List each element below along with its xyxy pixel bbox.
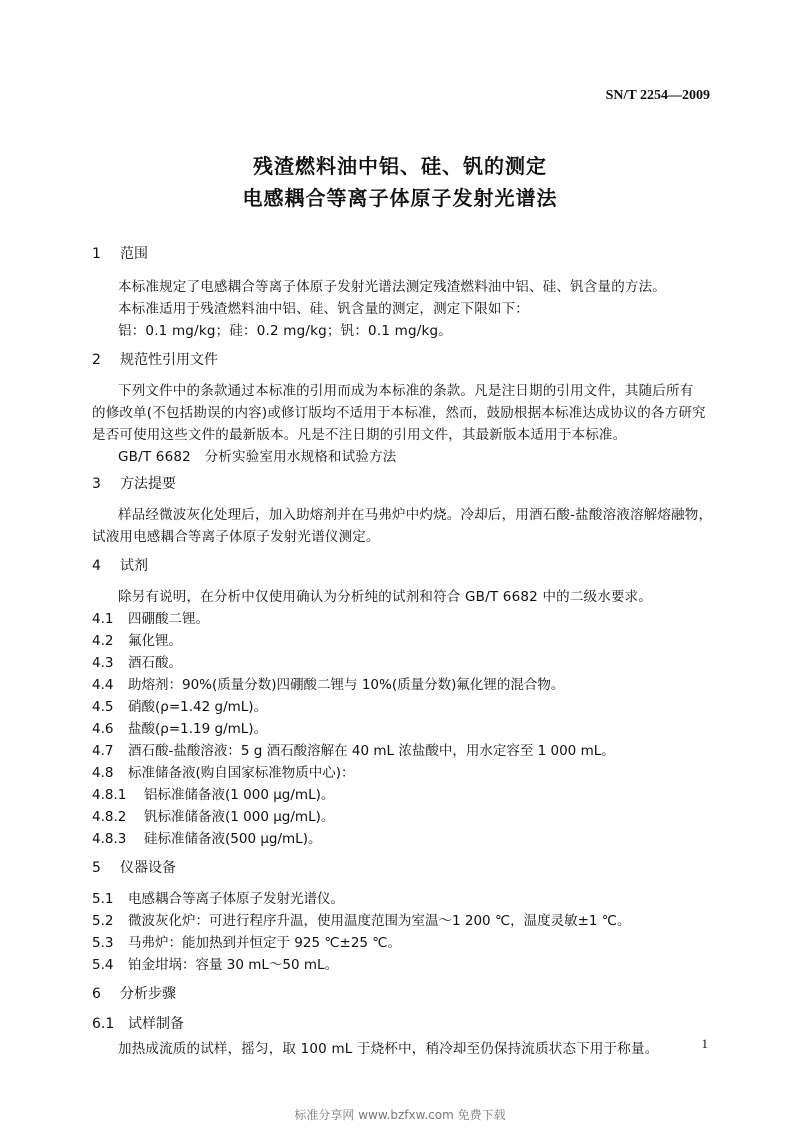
subsection-title: 试样制备 (128, 1016, 184, 1032)
section-title: 试剂 (120, 558, 148, 574)
item-text: 马弗炉：能加热到并恒定于 925 ℃±25 ℃。 (128, 935, 401, 951)
section-number: 3 (92, 476, 101, 492)
section-6-heading (92, 983, 176, 1003)
item-text: 氟化锂。 (128, 633, 182, 649)
item-text: 钒标准储备液(1 000 μg/mL)。 (144, 809, 335, 825)
section-number: 4 (92, 558, 101, 574)
paragraph: 试液用电感耦合等离子体原子发射光谱仪测定。 (92, 529, 380, 545)
section-title: 范围 (120, 246, 148, 262)
list-item (92, 673, 564, 693)
document-title-line1: 残渣燃料油中铝、硅、钒的测定 (253, 154, 547, 178)
item-text: 四硼酸二锂。 (128, 611, 209, 627)
section-number: 6 (92, 986, 101, 1002)
list-item (92, 805, 334, 825)
paragraph: 加热成流质的试样，摇匀，取 100 mL 于烧杯中，稍冷却至仍保持流质状态下用于称量。 (118, 1041, 659, 1057)
page-number: 1 (701, 1036, 708, 1051)
item-number: 4.7 (92, 743, 114, 759)
list-item (92, 909, 630, 929)
section-5-heading (92, 857, 176, 877)
section-number: 1 (92, 246, 101, 262)
item-text: 硅标准储备液(500 μg/mL)。 (144, 831, 322, 847)
list-item (92, 827, 321, 847)
item-number: 4.1 (92, 611, 114, 627)
list-item (92, 717, 267, 737)
item-text: 盐酸(ρ=1.19 g/mL)。 (128, 721, 268, 737)
list-item (92, 695, 267, 715)
section-title: 方法提要 (120, 476, 176, 492)
section-4-heading (92, 555, 148, 575)
site-footer: 标准分享网 www.bzfxw.com 免费下载 (294, 1108, 506, 1122)
item-text: 铝标准储备液(1 000 μg/mL)。 (144, 787, 335, 803)
section-number: 5 (92, 860, 101, 876)
list-item (92, 607, 209, 627)
section-number: 2 (92, 352, 101, 368)
item-number: 4.2 (92, 633, 114, 649)
section-3-heading (92, 473, 176, 493)
paragraph: 是否可使用这些文件的最新版本。凡是不注日期的引用文件，其最新版本适用于本标准。 (92, 427, 627, 443)
normative-reference: GB/T 6682 分析实验室用水规格和试验方法 (118, 449, 397, 465)
item-text: 酒石酸。 (128, 655, 182, 671)
section-title: 分析步骤 (120, 986, 176, 1002)
list-item (92, 739, 615, 759)
item-number: 4.4 (92, 677, 114, 693)
section-1-heading (92, 243, 148, 263)
section-2-heading (92, 349, 218, 369)
item-number: 5.1 (92, 891, 114, 907)
paragraph: 本标准适用于残渣燃料油中铝、硅、钒含量的测定，测定下限如下： (118, 301, 529, 317)
paragraph: 本标准规定了电感耦合等离子体原子发射光谱法测定残渣燃料油中铝、硅、钒含量的方法。 (118, 279, 666, 295)
paragraph: 除另有说明，在分析中仅使用确认为分析纯的试剂和符合 GB/T 6682 中的二级水要求。 (118, 589, 653, 605)
item-text: 标准储备液(购自国家标准物质中心)： (128, 765, 355, 781)
list-item (92, 931, 401, 951)
list-item (92, 761, 355, 781)
item-number: 4.5 (92, 699, 114, 715)
item-number: 4.8.1 (92, 787, 127, 803)
item-number: 4.6 (92, 721, 114, 737)
paragraph: 下列文件中的条款通过本标准的引用而成为本标准的条款。凡是注日期的引用文件，其随后所有 (118, 383, 694, 399)
subsection-number: 6.1 (92, 1016, 115, 1032)
item-number: 4.8.2 (92, 809, 127, 825)
paragraph: 的修改单(不包括勘误的内容)或修订版均不适用于本标准，然而，鼓励根据本标准达成协议的各方研究 (92, 405, 706, 421)
item-text: 铂金坩埚：容量 30 mL～50 mL。 (128, 957, 339, 973)
item-number: 5.2 (92, 913, 114, 929)
item-text: 酒石酸-盐酸溶液：5 g 酒石酸溶解在 40 mL 浓盐酸中，用水定容至 1 000 mL。 (128, 743, 615, 759)
item-number: 4.8.3 (92, 831, 127, 847)
list-item (92, 953, 338, 973)
list-item (92, 629, 182, 649)
paragraph: 铝：0.1 mg/kg；硅：0.2 mg/kg；钒：0.1 mg/kg。 (118, 323, 452, 339)
item-text: 电感耦合等离子体原子发射光谱仪。 (128, 891, 344, 907)
item-number: 5.3 (92, 935, 114, 951)
item-text: 助熔剂：90%(质量分数)四硼酸二锂与 10%(质量分数)氟化锂的混合物。 (128, 677, 565, 693)
list-item (92, 887, 344, 907)
item-text: 微波灰化炉：可进行程序升温，使用温度范围为室温～1 200 ℃，温度灵敏±1 ℃。 (128, 913, 631, 929)
list-item (92, 651, 182, 671)
item-text: 硝酸(ρ=1.42 g/mL)。 (128, 699, 268, 715)
subsection-6-1-heading (92, 1013, 184, 1033)
section-title: 仪器设备 (120, 860, 176, 876)
item-number: 4.8 (92, 765, 114, 781)
item-number: 5.4 (92, 957, 114, 973)
document-title-line2: 电感耦合等离子体原子发射光谱法 (242, 186, 558, 210)
section-title: 规范性引用文件 (120, 352, 218, 368)
standard-number: SN/T 2254—2009 (605, 88, 710, 103)
list-item (92, 783, 334, 803)
paragraph: 样品经微波灰化处理后，加入助熔剂并在马弗炉中灼烧。冷却后，用酒石酸-盐酸溶液溶解熔融物， (118, 507, 713, 523)
item-number: 4.3 (92, 655, 114, 671)
